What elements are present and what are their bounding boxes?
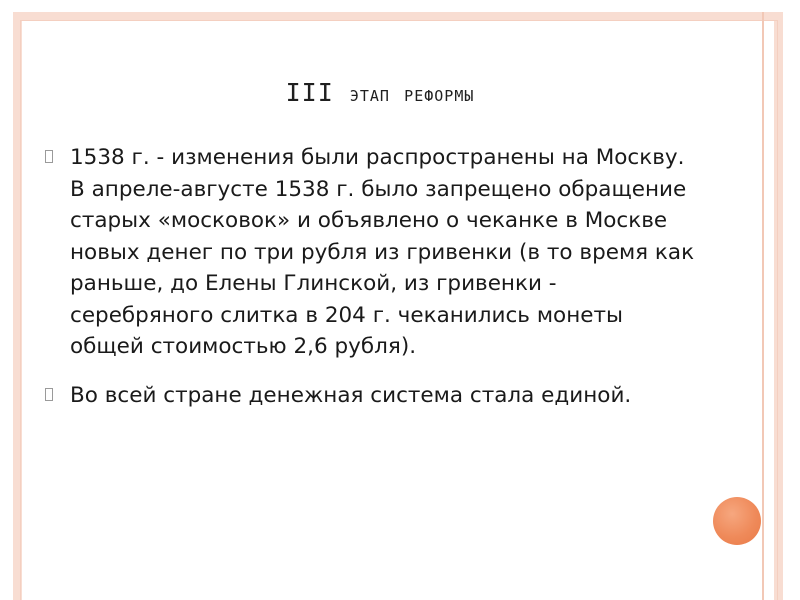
slide-title-roman: III <box>285 78 334 107</box>
orange-circle-icon <box>713 497 761 545</box>
bullet-item-2 <box>45 380 695 412</box>
bullet-item-2-text: Во всей стране денежная система стала единой. <box>70 382 632 408</box>
bullet-item-1 <box>45 142 695 363</box>
slide-content <box>45 142 695 428</box>
square-bullet-icon <box>45 150 53 163</box>
square-bullet-icon <box>45 388 53 401</box>
slide-title-text: этап реформы <box>349 82 475 107</box>
slide-title <box>160 78 600 107</box>
slide-right-accent-line <box>762 12 764 600</box>
bullet-item-1-text: 1538 г. - изменения были распространены на Москву. В апреле-августе 1538 г. было запрещено обращение старых «московок» и объявлено о чеканке в Москве новых денег по три рубля из гривенки (в то время как раньше, до Елены Глинской, из гривенки - серебряного слитка в 204 г. чеканились монеты общей стоимостью 2,6 рубля). <box>70 145 695 359</box>
